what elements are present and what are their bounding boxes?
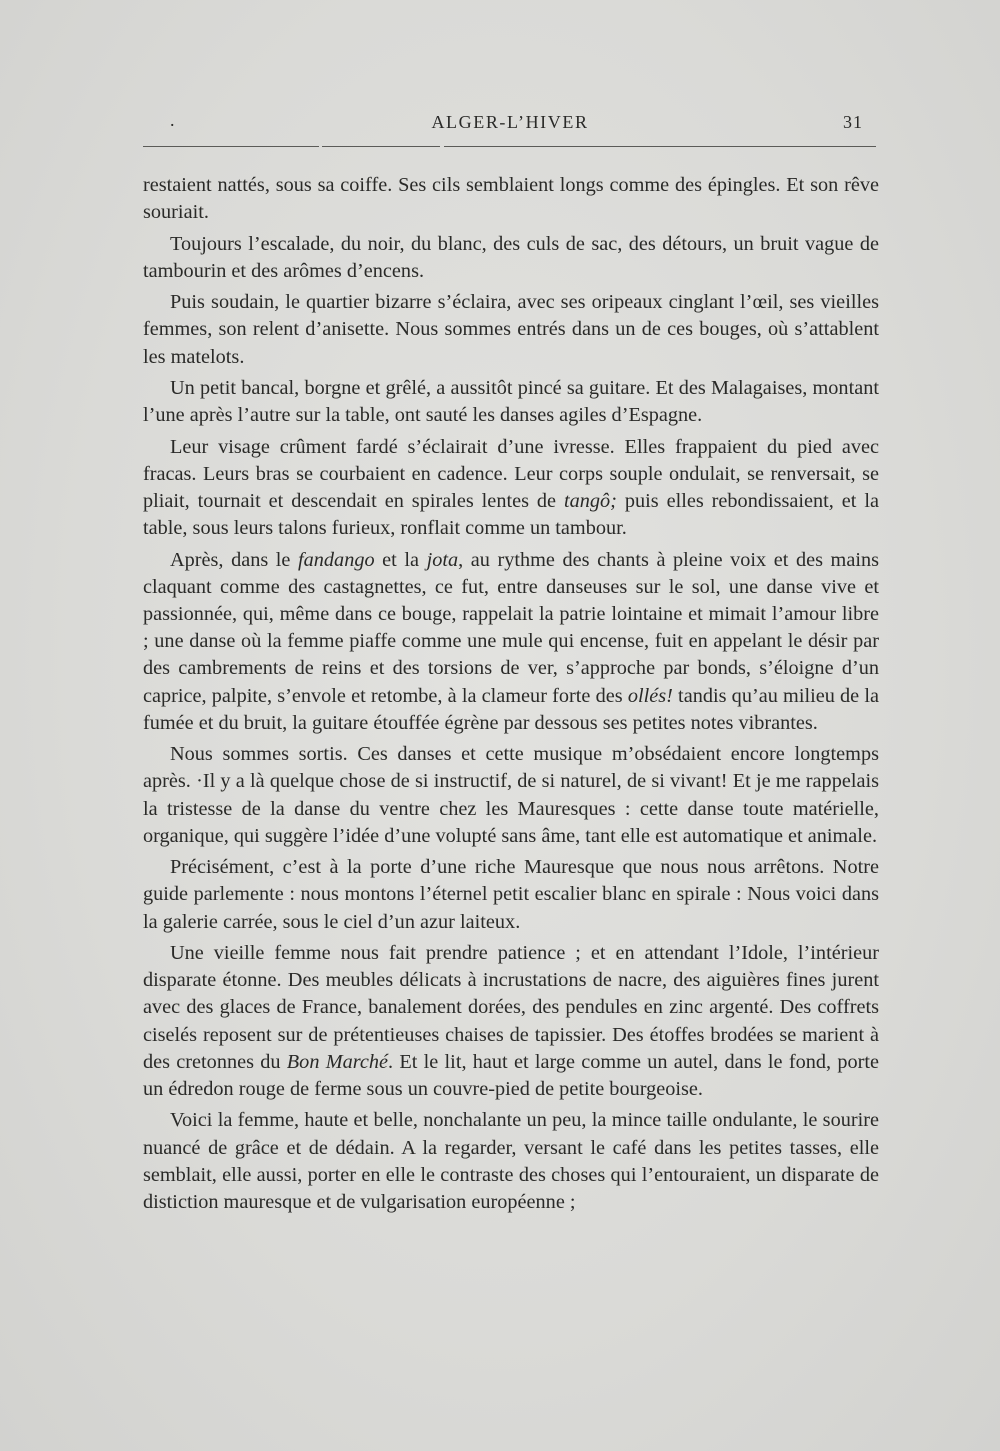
header-rule-left xyxy=(143,146,319,147)
text-run: Une vieille femme nous fait prendre patience ; et en attendant l’Idole, l’intérieur disparate étonne. Des meubles délicats à incrustations de nacre, des aiguières fines jurent avec des glaces de France, banalement dorées, des pendules en zinc argenté. Des coffrets ciselés reposent sur de prétentieuses chaises de tapissier. Des étoffes brodées se marient à des cretonnes du xyxy=(143,941,879,1073)
running-title: ALGER-L’HIVER xyxy=(431,112,589,132)
paragraph xyxy=(143,231,879,285)
text-run: , au rythme des chants à pleine voix et des mains claquant comme des castagnettes, ce fut, entre danseuses sur le sol, une danse vive et passionnée, qui, même dans ce bouge, rappelait la patrie lointaine et mimait l’amour libre ; une danse où la femme piaffe comme une mule qui encense, fuit en appelant le désir par des cambrements de reins et des torsions de ver, s’approche par bonds, s’éloigne d’un caprice, palpite, s’envole et retombe, à la clameur forte des xyxy=(143,548,879,707)
italic-run: jota xyxy=(426,548,459,571)
text-run: tandis qu’au milieu de la fumée et du bruit, la guitare étouffée égrène par dessous ses petites notes vibrantes. xyxy=(143,684,880,734)
paragraph xyxy=(143,375,879,429)
paragraph xyxy=(143,289,879,371)
paragraph xyxy=(143,1107,879,1216)
paragraph xyxy=(143,434,879,543)
text-run: . Et le lit, haut et large comme un autel, dans le fond, porte un édredon rouge de ferme sous un couvre-pied de petite bourgeoise. xyxy=(143,1050,879,1100)
text-run: Puis soudain, le quartier bizarre s’éclaira, avec ses oripeaux cinglant l’œil, ses vieilles femmes, son relent d’anisette. Nous sommes entrés dans un de ces bouges, où s’attablent les matelots. xyxy=(143,291,879,368)
text-run: Précisément, c’est à la porte d’une riche Mauresque que nous nous arrêtons. Notre guide parlemente : nous montons l’éternel petit escalier blanc en spirale : Nous voici dans la galerie carrée, sous le ciel d’un azur laiteux. xyxy=(143,856,879,933)
text-run: Un petit bancal, borgne et grêlé, a aussitôt pincé sa guitare. Et des Malagaises, montant l’une après l’autre sur la table, ont sauté les danses agiles d’Espagne. xyxy=(143,376,879,427)
paragraph xyxy=(143,172,879,226)
paragraph xyxy=(143,854,879,936)
italic-run: Bon Marché xyxy=(286,1050,389,1073)
header-mark: . xyxy=(170,110,175,130)
paragraph xyxy=(143,741,879,850)
body-text xyxy=(143,172,879,1220)
text-run: et la xyxy=(374,548,427,571)
header-rule-middle xyxy=(322,146,440,147)
text-run: Voici la femme, haute et belle, nonchalante un peu, la mince taille ondulante, le sourire nuancé de grâce et de dédain. A la regarder, versant le café dans les petites tasses, elle semblait, elle aussi, porter en elle le contraste des choses qui l’entouraient, un disparate de distiction mauresque et de vulgarisation européenne ; xyxy=(143,1109,879,1213)
text-run: Nous sommes sortis. Ces danses et cette musique m’obsédaient encore longtemps après. ·Il y a là quelque chose de si instructif, de si naturel, de si vivant! Et je me rappelais la tristesse de la danse du ventre chez les Mauresques : cette danse toute matérielle, organique, qui suggère l’idée d’une volupté sans âme, tant elle est automatique et animale. xyxy=(143,743,879,847)
paragraph xyxy=(143,547,879,737)
italic-run: tangô; xyxy=(563,489,617,512)
text-run: restaient nattés, sous sa coiffe. Ses cils semblaient longs comme des épingles. Et son rêve souriait. xyxy=(143,174,879,224)
text-run: Leur visage crûment fardé s’éclairait d’une ivresse. Elles frappaient du pied avec fracas. Leurs bras se courbaient en cadence. Leur corps souple ondulait, se renversait, se pliait, tournait et descendait en spirales lentes de xyxy=(143,435,879,512)
italic-run: ollés! xyxy=(627,684,673,707)
text-run: Après, dans le xyxy=(170,548,298,571)
text-run: puis elles rebondissaient, et la table, sous leurs talons furieux, ronflait comme un tambour. xyxy=(143,489,879,540)
italic-run: fandango xyxy=(298,548,375,571)
page-header xyxy=(143,110,877,134)
text-run: Toujours l’escalade, du noir, du blanc, des culs de sac, des détours, un bruit vague de tambourin et des arômes d’encens. xyxy=(143,232,879,282)
page-number: 31 xyxy=(843,112,863,132)
paragraph xyxy=(143,940,879,1103)
header-rule-right xyxy=(444,146,876,147)
